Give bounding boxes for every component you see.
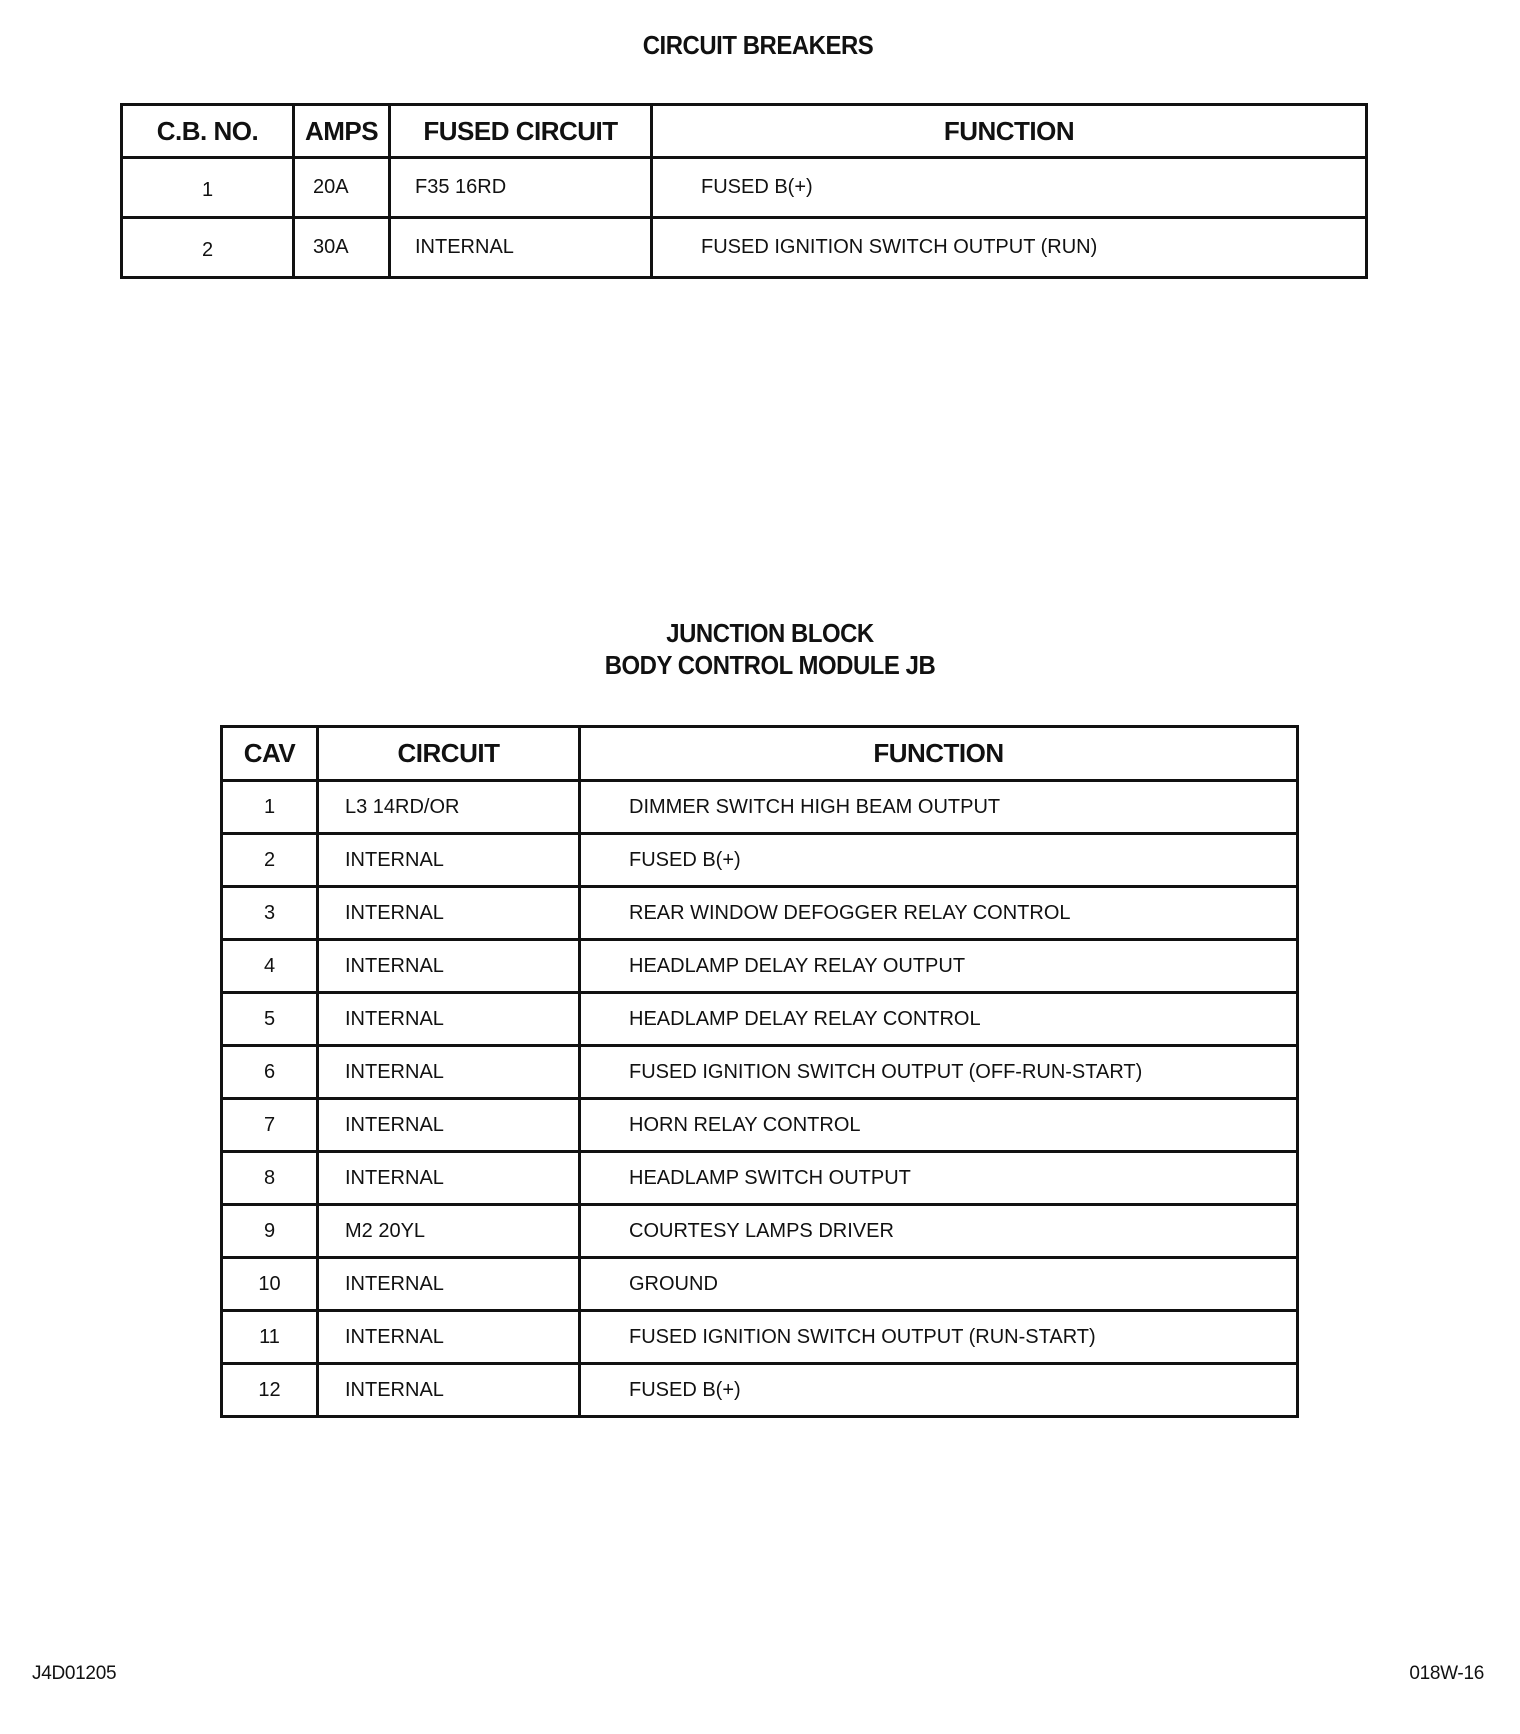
circuit-cell: INTERNAL	[318, 1364, 580, 1417]
cav-cell: 8	[222, 1152, 318, 1205]
circuit-cell: M2 20YL	[318, 1205, 580, 1258]
function-cell: HORN RELAY CONTROL	[580, 1099, 1298, 1152]
circuit-cell: INTERNAL	[318, 940, 580, 993]
amps-cell: 20A	[294, 158, 390, 218]
cav-cell: 2	[222, 834, 318, 887]
circuit-cell: INTERNAL	[318, 887, 580, 940]
cav-cell: 7	[222, 1099, 318, 1152]
table-row	[222, 993, 1298, 1046]
junction-block-title: JUNCTION BLOCK	[666, 618, 874, 648]
cav-cell: 4	[222, 940, 318, 993]
table-header-row	[122, 105, 1367, 158]
table-row	[222, 1311, 1298, 1364]
function-cell: FUSED IGNITION SWITCH OUTPUT (OFF-RUN-START)	[580, 1046, 1298, 1099]
function-cell: FUSED B(+)	[580, 834, 1298, 887]
table-row	[222, 1364, 1298, 1417]
circuit-cell: INTERNAL	[318, 1099, 580, 1152]
cav-cell: 5	[222, 993, 318, 1046]
circuit-breakers-table	[120, 103, 1368, 279]
figure-code-left: J4D01205	[32, 1663, 117, 1684]
function-cell: FUSED IGNITION SWITCH OUTPUT (RUN)	[652, 218, 1367, 278]
circuit-cell: INTERNAL	[318, 1152, 580, 1205]
table-header-row	[222, 727, 1298, 781]
table-row	[122, 218, 1367, 278]
cav-cell: 11	[222, 1311, 318, 1364]
header-amps: AMPS	[294, 105, 390, 158]
circuit-breakers-title: CIRCUIT BREAKERS	[642, 30, 874, 60]
amps-cell: 30A	[294, 218, 390, 278]
function-cell: REAR WINDOW DEFOGGER RELAY CONTROL	[580, 887, 1298, 940]
cav-cell: 6	[222, 1046, 318, 1099]
table-row	[222, 1099, 1298, 1152]
function-cell: DIMMER SWITCH HIGH BEAM OUTPUT	[580, 781, 1298, 834]
cb-no-cell: 1	[122, 158, 294, 218]
junction-block-subtitle: BODY CONTROL MODULE JB	[604, 650, 936, 680]
cb-no-cell: 2	[122, 218, 294, 278]
table-row	[222, 887, 1298, 940]
circuit-cell: INTERNAL	[318, 1046, 580, 1099]
circuit-cell: INTERNAL	[318, 993, 580, 1046]
header-function: FUNCTION	[580, 727, 1298, 781]
table-row	[222, 940, 1298, 993]
circuit-cell: INTERNAL	[318, 1258, 580, 1311]
function-cell: HEADLAMP DELAY RELAY OUTPUT	[580, 940, 1298, 993]
function-cell: COURTESY LAMPS DRIVER	[580, 1205, 1298, 1258]
table-row	[222, 1258, 1298, 1311]
cav-cell: 1	[222, 781, 318, 834]
fused-circuit-cell: INTERNAL	[390, 218, 652, 278]
table-row	[222, 781, 1298, 834]
header-circuit: CIRCUIT	[318, 727, 580, 781]
header-cb-no: C.B. NO.	[122, 105, 294, 158]
figure-code-right: 018W-16	[1409, 1663, 1484, 1684]
table-row	[222, 834, 1298, 887]
header-function: FUNCTION	[652, 105, 1367, 158]
cav-cell: 9	[222, 1205, 318, 1258]
header-cav: CAV	[222, 727, 318, 781]
table-row	[222, 1205, 1298, 1258]
fused-circuit-cell: F35 16RD	[390, 158, 652, 218]
junction-block-table	[220, 725, 1299, 1418]
function-cell: FUSED B(+)	[580, 1364, 1298, 1417]
cav-cell: 10	[222, 1258, 318, 1311]
function-cell: HEADLAMP DELAY RELAY CONTROL	[580, 993, 1298, 1046]
circuit-cell: INTERNAL	[318, 1311, 580, 1364]
table-row	[222, 1046, 1298, 1099]
function-cell: FUSED B(+)	[652, 158, 1367, 218]
cav-cell: 12	[222, 1364, 318, 1417]
header-fused-circuit: FUSED CIRCUIT	[390, 105, 652, 158]
table-row	[222, 1152, 1298, 1205]
table-row	[122, 158, 1367, 218]
circuit-cell: L3 14RD/OR	[318, 781, 580, 834]
circuit-cell: INTERNAL	[318, 834, 580, 887]
function-cell: HEADLAMP SWITCH OUTPUT	[580, 1152, 1298, 1205]
function-cell: FUSED IGNITION SWITCH OUTPUT (RUN-START)	[580, 1311, 1298, 1364]
cav-cell: 3	[222, 887, 318, 940]
function-cell: GROUND	[580, 1258, 1298, 1311]
